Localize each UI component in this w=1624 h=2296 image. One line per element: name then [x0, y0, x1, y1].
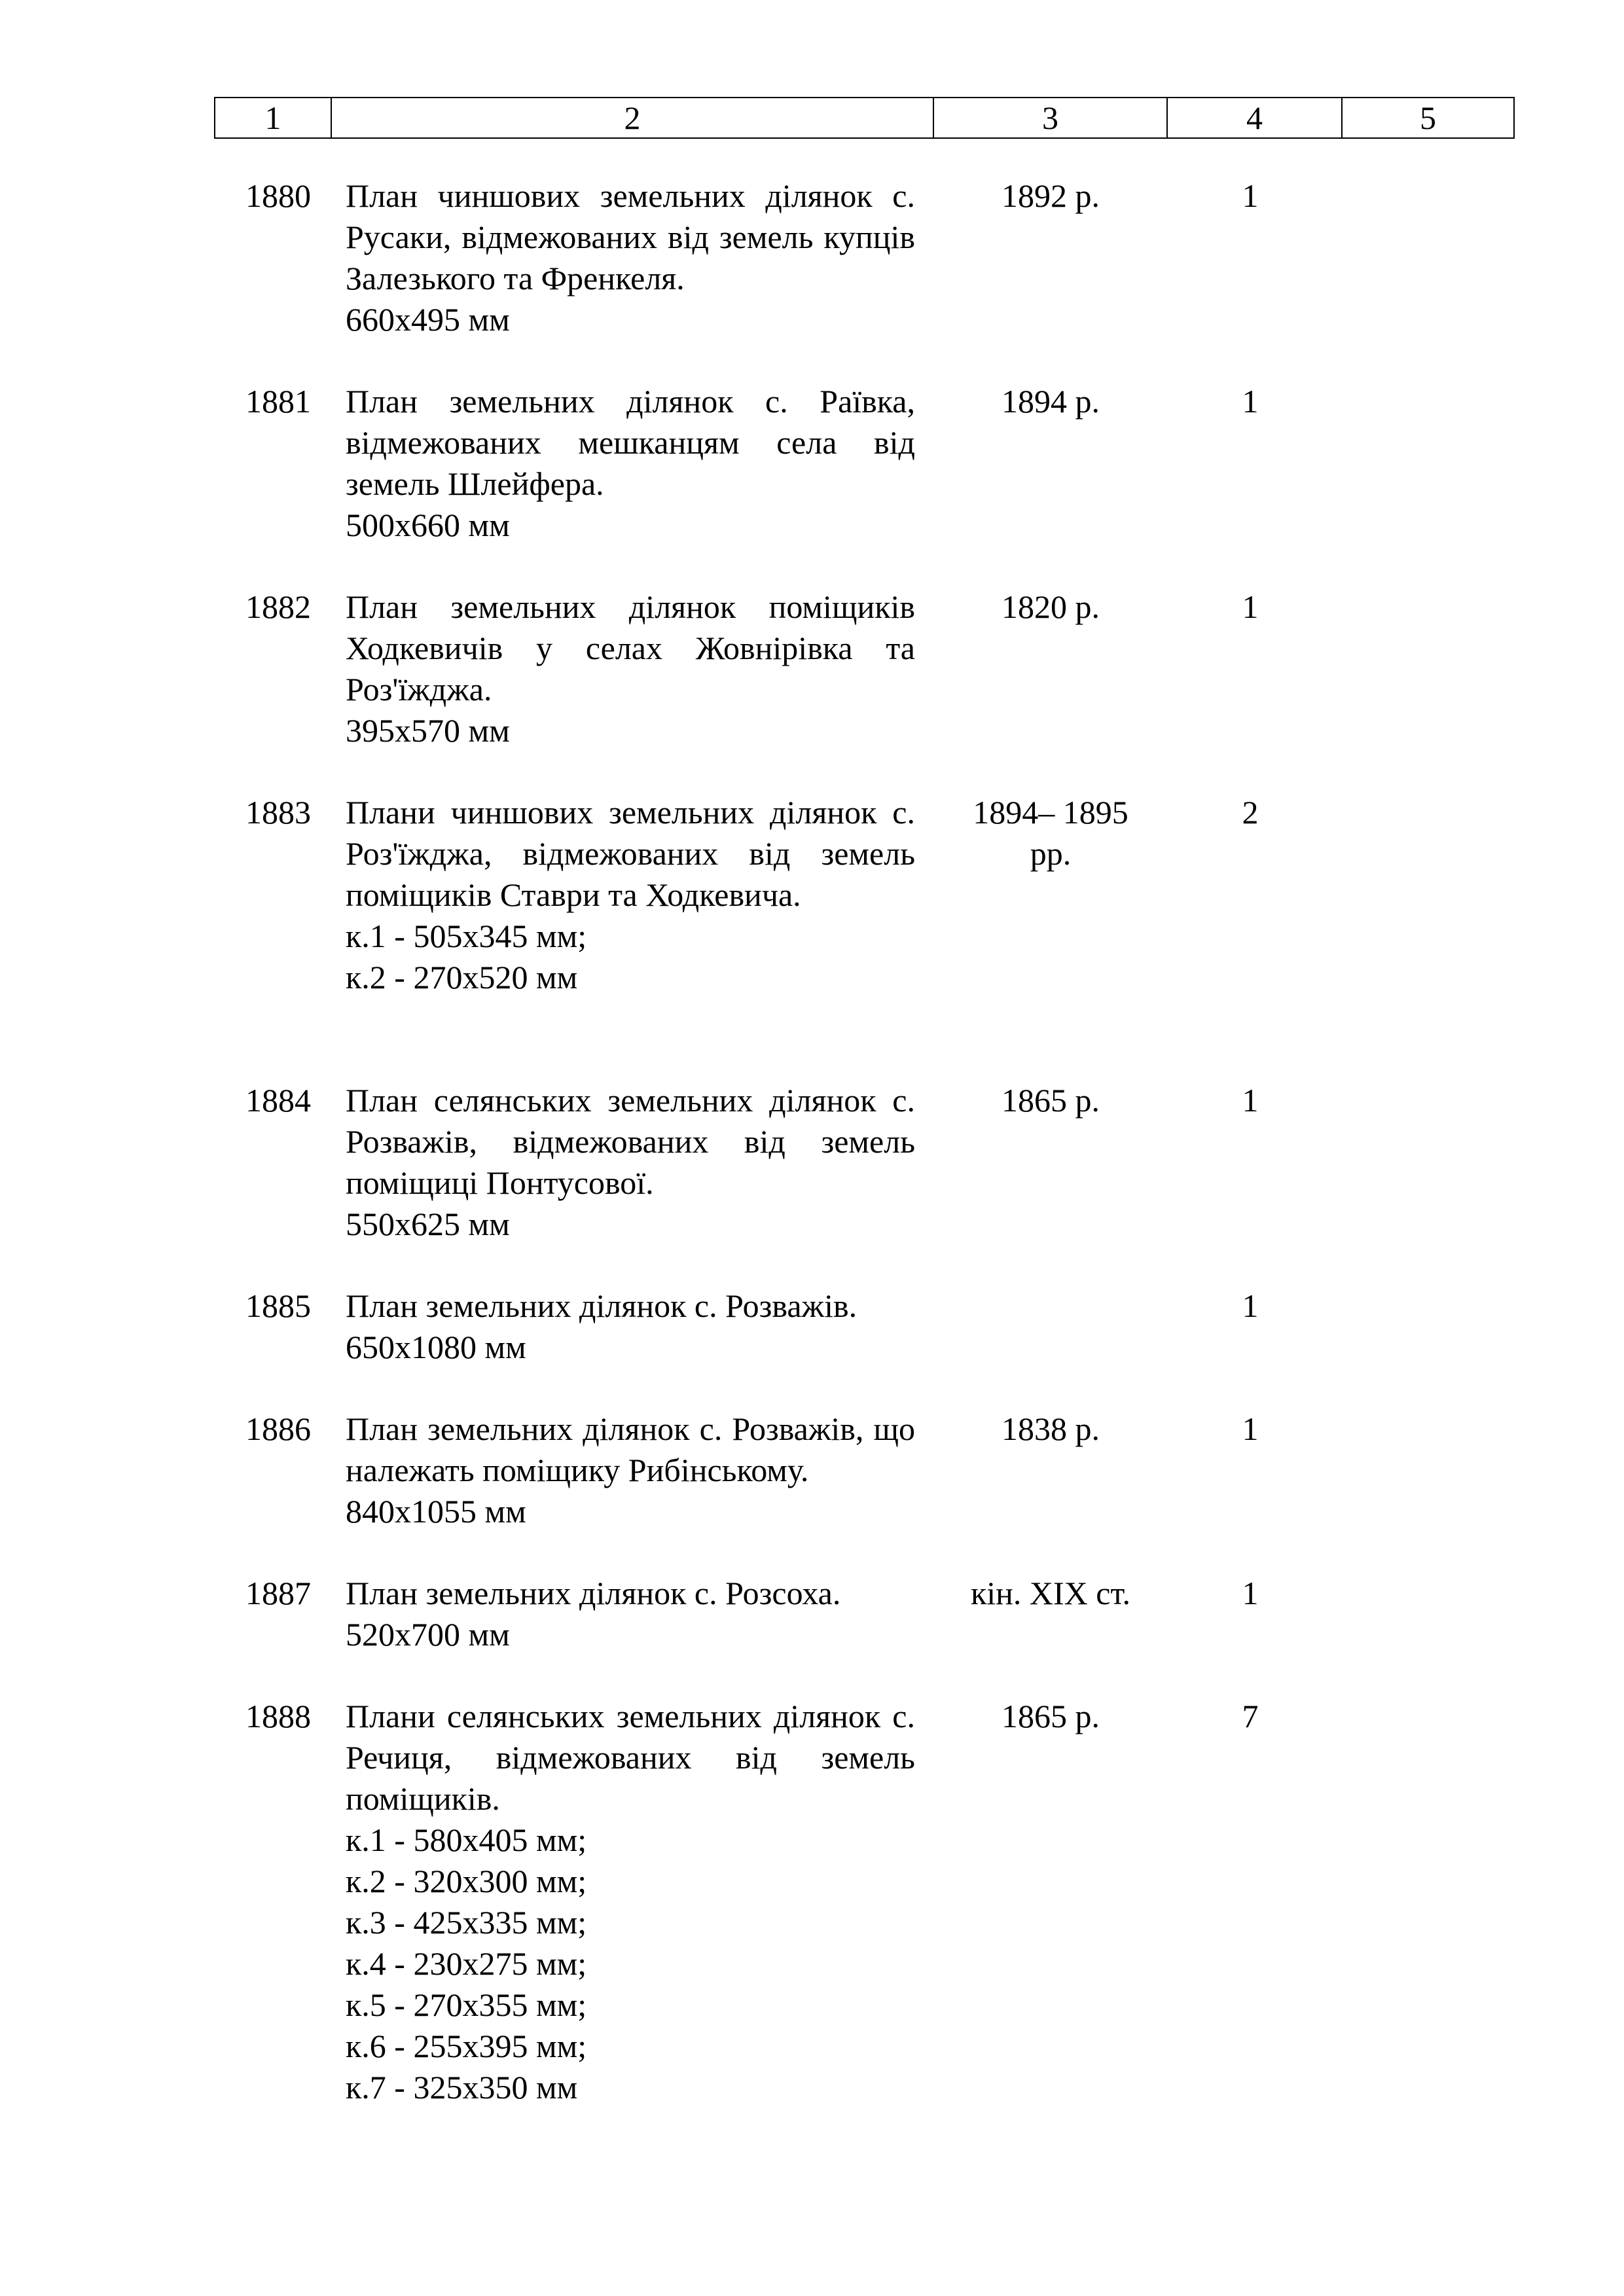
entry-description: [346, 1573, 915, 1655]
entry-count: 7: [1242, 1698, 1259, 1734]
entry-count: 1: [1242, 383, 1259, 420]
catalog-entry: [0, 586, 1624, 751]
catalog-entries: [0, 175, 1624, 2108]
entry-count: 1: [1242, 588, 1259, 625]
entry-size: к.5 - 270х355 мм;: [346, 1986, 587, 2023]
entry-date: 1892 р.: [1001, 177, 1100, 214]
entry-description: [346, 1696, 915, 2108]
entry-number: 1885: [245, 1287, 311, 1324]
catalog-entry: [0, 1696, 1624, 2108]
entry-title: План земельних ділянок с. Розважів.: [346, 1287, 857, 1324]
entry-number: 1881: [245, 383, 311, 420]
header-cell-3: 3: [933, 98, 1167, 138]
entry-date: кін. XIX ст.: [970, 1575, 1131, 1611]
entry-date: 1894– 1895 рр.: [973, 794, 1128, 872]
entry-title: План земельних ділянок с. Раївка, відмежованих мешканцям села від земель Шлейфера.: [346, 383, 915, 502]
entry-date: 1865 р.: [1001, 1698, 1100, 1734]
entry-size: 840х1055 мм: [346, 1493, 526, 1530]
entry-count: 1: [1242, 1082, 1259, 1119]
entry-size: к.4 - 230х275 мм;: [346, 1945, 587, 1982]
entry-size: к.1 - 505х345 мм;: [346, 918, 587, 954]
entry-count: 1: [1242, 1410, 1259, 1447]
entry-size: 550х625 мм: [346, 1206, 510, 1242]
entry-date: 1894 р.: [1001, 383, 1100, 420]
catalog-entry: [0, 381, 1624, 546]
entry-description: [346, 1408, 915, 1532]
entry-title: Плани чиншових земельних ділянок с. Роз'їжджа, відмежованих від земель поміщиків Ставри та Ходкевича.: [346, 794, 915, 913]
entry-description: [346, 1285, 915, 1368]
catalog-entry: [0, 1080, 1624, 1245]
header-cell-1: 1: [215, 98, 331, 138]
entry-size: к.2 - 320х300 мм;: [346, 1863, 587, 1899]
catalog-entry: [0, 1408, 1624, 1532]
entry-size: 650х1080 мм: [346, 1329, 526, 1365]
entry-date: 1820 р.: [1001, 588, 1100, 625]
entry-count: 1: [1242, 177, 1259, 214]
header-row: [215, 98, 1514, 138]
catalog-entry: [0, 1285, 1624, 1368]
entry-size: к.7 - 325х350 мм: [346, 2069, 578, 2106]
entry-title: План чиншових земельних ділянок с. Русаки, відмежованих від земель купців Залезького та Френкеля.: [346, 177, 915, 296]
entry-date: 1865 р.: [1001, 1082, 1100, 1119]
catalog-entry: [0, 1573, 1624, 1655]
header-cell-5: 5: [1342, 98, 1514, 138]
entry-size: 520х700 мм: [346, 1616, 510, 1653]
entry-title: Плани селянських земельних ділянок с. Речиця, відмежованих від земель поміщиків.: [346, 1698, 915, 1817]
entry-number: 1886: [245, 1410, 311, 1447]
entry-number: 1887: [245, 1575, 311, 1611]
entry-size: к.1 - 580х405 мм;: [346, 1821, 587, 1858]
entry-size: 500х660 мм: [346, 507, 510, 543]
entry-number: 1882: [245, 588, 311, 625]
entry-description: [346, 586, 915, 751]
column-number-header: [214, 97, 1515, 139]
entry-number: 1888: [245, 1698, 311, 1734]
entry-size: 395х570 мм: [346, 712, 510, 749]
entry-count: 1: [1242, 1575, 1259, 1611]
entry-title: План земельних ділянок с. Розважів, що належать поміщику Рибінському.: [346, 1410, 915, 1488]
entry-date: 1838 р.: [1001, 1410, 1100, 1447]
entry-number: 1880: [245, 177, 311, 214]
entry-size: к.3 - 425х335 мм;: [346, 1904, 587, 1941]
entry-size: к.2 - 270х520 мм: [346, 959, 578, 996]
entry-number: 1884: [245, 1082, 311, 1119]
entry-title: План земельних ділянок поміщиків Ходкевичів у селах Жовнірівка та Роз'їжджа.: [346, 588, 915, 708]
entry-size: к.6 - 255х395 мм;: [346, 2028, 587, 2064]
entry-title: План селянських земельних ділянок с. Розважів, відмежованих від земель поміщиці Понтусової.: [346, 1082, 915, 1201]
entry-description: [346, 1080, 915, 1245]
entry-description: [346, 381, 915, 546]
header-cell-2: 2: [331, 98, 933, 138]
entry-count: 2: [1242, 794, 1259, 831]
catalog-entry: [0, 175, 1624, 340]
entry-size: 660х495 мм: [346, 301, 510, 338]
entry-description: [346, 175, 915, 340]
entry-number: 1883: [245, 794, 311, 831]
entry-count: 1: [1242, 1287, 1259, 1324]
entry-title: План земельних ділянок с. Розсоха.: [346, 1575, 841, 1611]
entry-description: [346, 792, 915, 998]
header-cell-4: 4: [1167, 98, 1342, 138]
catalog-entry: [0, 792, 1624, 1039]
